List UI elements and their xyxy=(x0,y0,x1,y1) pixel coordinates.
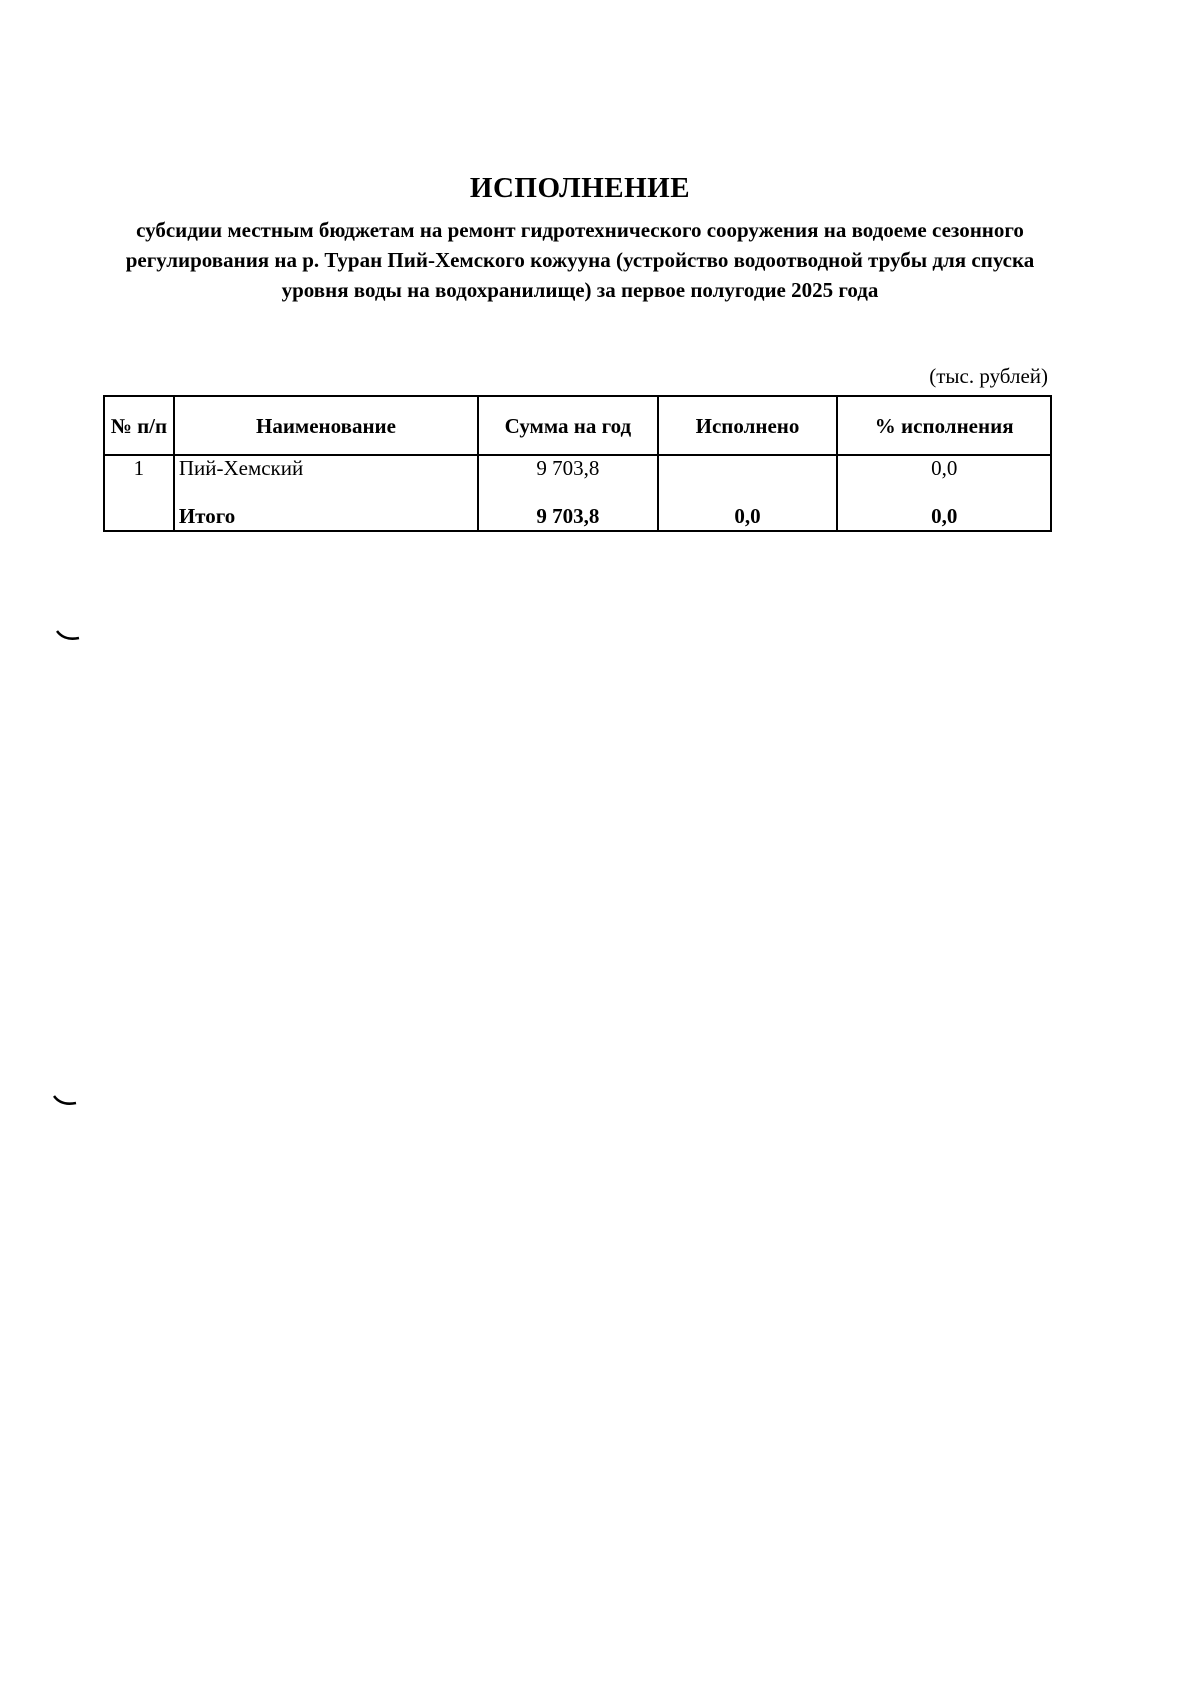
total-sum: 9 703,8 xyxy=(478,504,658,531)
header-name: Наименование xyxy=(174,396,478,455)
row-sum: 9 703,8 xyxy=(478,455,658,504)
total-row xyxy=(104,504,1051,531)
total-name: Итого xyxy=(174,504,478,531)
table-header-row xyxy=(104,396,1051,455)
total-pct: 0,0 xyxy=(837,504,1051,531)
report-table xyxy=(103,395,1052,532)
header-sum: Сумма на год xyxy=(478,396,658,455)
total-num xyxy=(104,504,174,531)
document-subtitle: субсидии местным бюджетам на ремонт гидротехнического сооружения на водоеме сезонного регулирования на р. Туран Пий-Хемского кожууна (устройство водоотводной трубы для спуска уровня воды на водохранилище) за первое полугодие 2025 года xyxy=(125,218,1035,302)
row-pct: 0,0 xyxy=(837,455,1051,504)
header-pct: % исполнения xyxy=(837,396,1051,455)
document-title: ИСПОЛНЕНИЕ xyxy=(469,172,691,204)
table-row xyxy=(104,455,1051,504)
row-num: 1 xyxy=(104,455,174,504)
scan-mark-upper xyxy=(56,630,80,642)
header-done: Исполнено xyxy=(658,396,838,455)
row-done xyxy=(658,455,838,504)
total-done: 0,0 xyxy=(658,504,838,531)
row-name: Пий-Хемский xyxy=(174,455,478,504)
scan-mark-lower xyxy=(53,1095,77,1107)
units-label: (тыс. рублей) xyxy=(929,364,1048,388)
header-num: № п/п xyxy=(104,396,174,455)
